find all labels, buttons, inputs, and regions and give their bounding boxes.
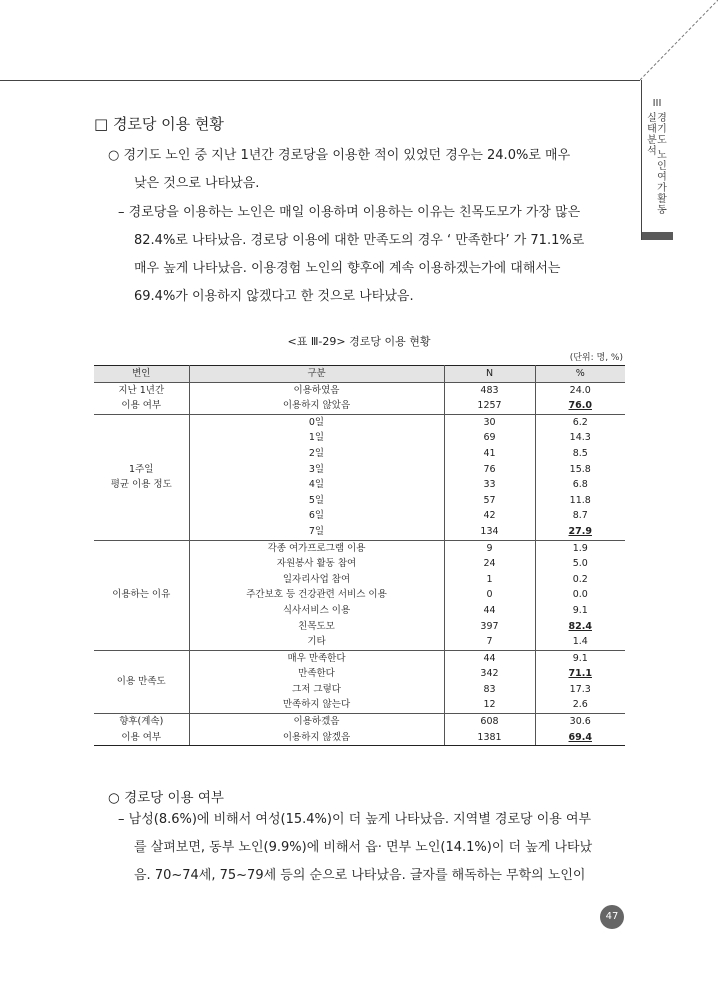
cell-pct — [535, 477, 625, 493]
cell-item — [189, 697, 444, 713]
cell-value: 0.2 — [572, 573, 588, 585]
group-label — [94, 650, 189, 713]
chapter-roman: III — [652, 98, 662, 109]
cell-n — [444, 382, 535, 398]
cell-item — [189, 634, 444, 650]
cell-item — [189, 446, 444, 462]
cell-n — [444, 634, 535, 650]
cell-n — [444, 714, 535, 730]
cell-value: 342 — [480, 668, 499, 680]
cell-value: 1일 — [308, 432, 325, 444]
table-caption: <표 Ⅲ-29> 경로당 이용 현황 — [287, 335, 431, 348]
cell-value: 608 — [480, 716, 499, 728]
cell-item — [189, 524, 444, 540]
cell-value: 14.3 — [569, 432, 591, 444]
cell-n — [444, 730, 535, 746]
cell-n — [444, 697, 535, 713]
chapter-side-tab — [646, 98, 668, 216]
cell-value: 76.0 — [568, 400, 592, 412]
cell-value: 15.8 — [569, 463, 591, 475]
s2-line1: – 남성(8.6%)에 비해서 여성(15.4%)이 더 높게 나타났음. 지역별 경로당 이용 여부 — [118, 812, 592, 827]
table-row — [94, 714, 625, 730]
group-label — [94, 540, 189, 650]
cell-n — [444, 682, 535, 698]
cell-value: 24.0 — [569, 384, 591, 396]
cell-value: 친목도모 — [298, 620, 335, 632]
cell-value: 이용하였음 — [293, 384, 340, 396]
cell-n — [444, 477, 535, 493]
section-title: □ 경로당 이용 현황 — [94, 115, 224, 133]
dash-paragraph-2 — [118, 806, 628, 890]
cell-value: 이용하지 않겠음 — [282, 731, 351, 743]
chapter-title-col1: 경 기 도 노 인 여 가 활 동 — [657, 113, 667, 216]
cell-n — [444, 619, 535, 635]
cell-pct — [535, 430, 625, 446]
cell-value: 17.3 — [569, 683, 591, 695]
cell-n — [444, 540, 535, 556]
bullet-paragraph-1 — [108, 142, 628, 198]
header-n: N — [444, 366, 535, 383]
cell-n — [444, 398, 535, 414]
cell-value: 그저 그렇다 — [292, 683, 341, 695]
cell-n — [444, 587, 535, 603]
cell-item — [189, 587, 444, 603]
cell-item — [189, 462, 444, 478]
cell-pct — [535, 414, 625, 430]
cell-n — [444, 414, 535, 430]
cell-value: 9.1 — [572, 604, 588, 616]
cell-value: 71.1 — [568, 668, 592, 680]
group-label — [94, 714, 189, 746]
cell-value: 82.4 — [568, 620, 592, 632]
side-tab-rule — [641, 80, 642, 240]
cell-value: 만족한다 — [298, 668, 335, 680]
group-label-line2: 평균 이용 정도 — [110, 479, 172, 491]
group-label — [94, 382, 189, 414]
cell-value: 1.9 — [572, 542, 588, 554]
cell-pct — [535, 508, 625, 524]
cell-value: 식사서비스 이용 — [282, 604, 351, 616]
cell-pct — [535, 462, 625, 478]
s2-line2: 를 살펴보면, 동부 노인(9.9%)에 비해서 읍· 면부 노인(14.1%)이 더 높게 나타났 — [134, 840, 593, 855]
cell-value: 76 — [483, 463, 496, 475]
cell-n — [444, 650, 535, 666]
header-variable: 변인 — [94, 366, 189, 383]
cell-value: 5일 — [308, 494, 325, 506]
cell-value: 8.5 — [572, 447, 588, 459]
cell-item — [189, 650, 444, 666]
cell-pct — [535, 603, 625, 619]
cell-pct — [535, 697, 625, 713]
chapter-title-col2: 실 태 분 석 — [647, 113, 657, 157]
cell-n — [444, 556, 535, 572]
section2-title: ○ 경로당 이용 여부 — [108, 790, 224, 806]
cell-item — [189, 398, 444, 414]
cell-value: 1381 — [477, 731, 502, 743]
p2-line3: 매우 높게 나타났음. 이용경험 노인의 향후에 계속 이용하겠는가에 대해서는 — [134, 261, 561, 276]
cell-value: 12 — [483, 699, 496, 711]
cell-item — [189, 730, 444, 746]
cell-value: 57 — [483, 494, 496, 506]
dash-paragraph-1 — [118, 199, 628, 311]
cell-value: 7 — [486, 636, 493, 648]
cell-value: 3일 — [308, 463, 325, 475]
cell-value: 이용하겠음 — [293, 716, 340, 728]
cell-pct — [535, 382, 625, 398]
cell-value: 6.2 — [572, 416, 588, 428]
group-label-line1: 지난 1년간 — [118, 384, 165, 396]
table-body — [94, 382, 625, 746]
cell-n — [444, 508, 535, 524]
cell-value: 5.0 — [572, 558, 588, 570]
cell-value: 0.0 — [572, 589, 588, 601]
usage-table — [94, 365, 625, 746]
cell-value: 9.1 — [572, 652, 588, 664]
cell-item — [189, 508, 444, 524]
table-row — [94, 650, 625, 666]
cell-value: 44 — [483, 652, 496, 664]
cell-n — [444, 493, 535, 509]
group-label — [94, 414, 189, 540]
cell-pct — [535, 572, 625, 588]
side-tab-bar — [642, 232, 673, 240]
cell-value: 9 — [486, 542, 493, 554]
cell-item — [189, 714, 444, 730]
cell-pct — [535, 730, 625, 746]
cell-value: 44 — [483, 604, 496, 616]
cell-item — [189, 430, 444, 446]
cell-value: 매우 만족한다 — [287, 652, 346, 664]
table-row — [94, 382, 625, 398]
cell-pct — [535, 650, 625, 666]
p2-line4: 69.4%가 이용하지 않겠다고 한 것으로 나타났음. — [134, 289, 414, 304]
cell-pct — [535, 493, 625, 509]
cell-value: 27.9 — [568, 525, 592, 537]
p2-line2: 82.4%로 나타났음. 경로당 이용에 대한 만족도의 경우 ‘ 만족한다’ 가 71.1%로 — [134, 233, 585, 248]
p2-line1: – 경로당을 이용하는 노인은 매일 이용하며 이용하는 이유는 친목도모가 가장 많은 — [118, 205, 581, 220]
cell-value: 42 — [483, 510, 496, 522]
cell-value: 일자리사업 참여 — [282, 573, 351, 585]
cell-value: 69 — [483, 432, 496, 444]
cell-value: 83 — [483, 683, 496, 695]
cell-n — [444, 430, 535, 446]
table-row — [94, 414, 625, 430]
cell-value: 각종 여가프로그램 이용 — [267, 542, 366, 554]
group-label-line2: 이용 여부 — [121, 731, 162, 743]
header-diagonal-decoration — [640, 0, 718, 82]
cell-value: 1.4 — [572, 636, 588, 648]
cell-value: 397 — [480, 620, 499, 632]
cell-value: 자원봉사 활동 참여 — [276, 558, 357, 570]
cell-pct — [535, 556, 625, 572]
cell-item — [189, 603, 444, 619]
cell-value: 33 — [483, 479, 496, 491]
cell-value: 4일 — [308, 479, 325, 491]
cell-value: 69.4 — [568, 731, 592, 743]
cell-value: 0 — [486, 589, 493, 601]
p1-line1: ○ 경기도 노인 중 지난 1년간 경로당을 이용한 적이 있었던 경우는 24.0%로 매우 — [108, 148, 571, 163]
cell-n — [444, 666, 535, 682]
group-label-line1: 향후(계속) — [119, 716, 164, 728]
cell-item — [189, 556, 444, 572]
cell-value: 41 — [483, 447, 496, 459]
cell-value: 1 — [486, 573, 493, 585]
cell-pct — [535, 634, 625, 650]
cell-value: 6.8 — [572, 479, 588, 491]
cell-pct — [535, 619, 625, 635]
cell-item — [189, 493, 444, 509]
cell-n — [444, 462, 535, 478]
cell-item — [189, 382, 444, 398]
cell-n — [444, 524, 535, 540]
page-number: 47 — [600, 905, 624, 929]
cell-value: 24 — [483, 558, 496, 570]
cell-item — [189, 682, 444, 698]
table-header-row — [94, 366, 625, 383]
cell-pct — [535, 682, 625, 698]
header-percent: % — [535, 366, 625, 383]
group-label-line2: 이용 여부 — [121, 400, 162, 412]
p1-line2: 낮은 것으로 나타났음. — [134, 176, 260, 191]
cell-value: 주간보호 등 건강관련 서비스 이용 — [246, 589, 387, 601]
cell-item — [189, 477, 444, 493]
table-row — [94, 540, 625, 556]
cell-value: 30.6 — [569, 716, 591, 728]
header-category: 구분 — [189, 366, 444, 383]
cell-pct — [535, 587, 625, 603]
table-unit: (단위: 명, %) — [569, 353, 623, 363]
cell-value: 2일 — [308, 447, 325, 459]
cell-pct — [535, 714, 625, 730]
cell-item — [189, 540, 444, 556]
cell-value: 이용하지 않았음 — [282, 400, 351, 412]
cell-pct — [535, 524, 625, 540]
group-label-line1: 1주일 — [129, 463, 154, 475]
cell-n — [444, 572, 535, 588]
s2-line3: 음. 70~74세, 75~79세 등의 순으로 나타났음. 글자를 해독하는 무학의 노인이 — [134, 868, 586, 883]
cell-item — [189, 666, 444, 682]
cell-value: 2.6 — [572, 699, 588, 711]
cell-value: 134 — [480, 525, 499, 537]
cell-value: 1257 — [477, 400, 502, 412]
cell-item — [189, 619, 444, 635]
cell-pct — [535, 540, 625, 556]
cell-value: 6일 — [308, 510, 325, 522]
cell-value: 8.7 — [572, 510, 588, 522]
group-label-line1: 이용 만족도 — [116, 676, 166, 688]
cell-value: 0일 — [308, 416, 325, 428]
group-label-line1: 이용하는 이유 — [112, 589, 171, 601]
cell-pct — [535, 446, 625, 462]
cell-pct — [535, 666, 625, 682]
cell-value: 만족하지 않는다 — [282, 699, 351, 711]
cell-value: 11.8 — [569, 494, 591, 506]
cell-item — [189, 414, 444, 430]
cell-n — [444, 446, 535, 462]
header-rule — [0, 80, 640, 81]
cell-pct — [535, 398, 625, 414]
cell-value: 30 — [483, 416, 496, 428]
cell-value: 7일 — [308, 525, 325, 537]
cell-n — [444, 603, 535, 619]
cell-value: 483 — [480, 384, 499, 396]
cell-item — [189, 572, 444, 588]
cell-value: 기타 — [307, 636, 326, 648]
